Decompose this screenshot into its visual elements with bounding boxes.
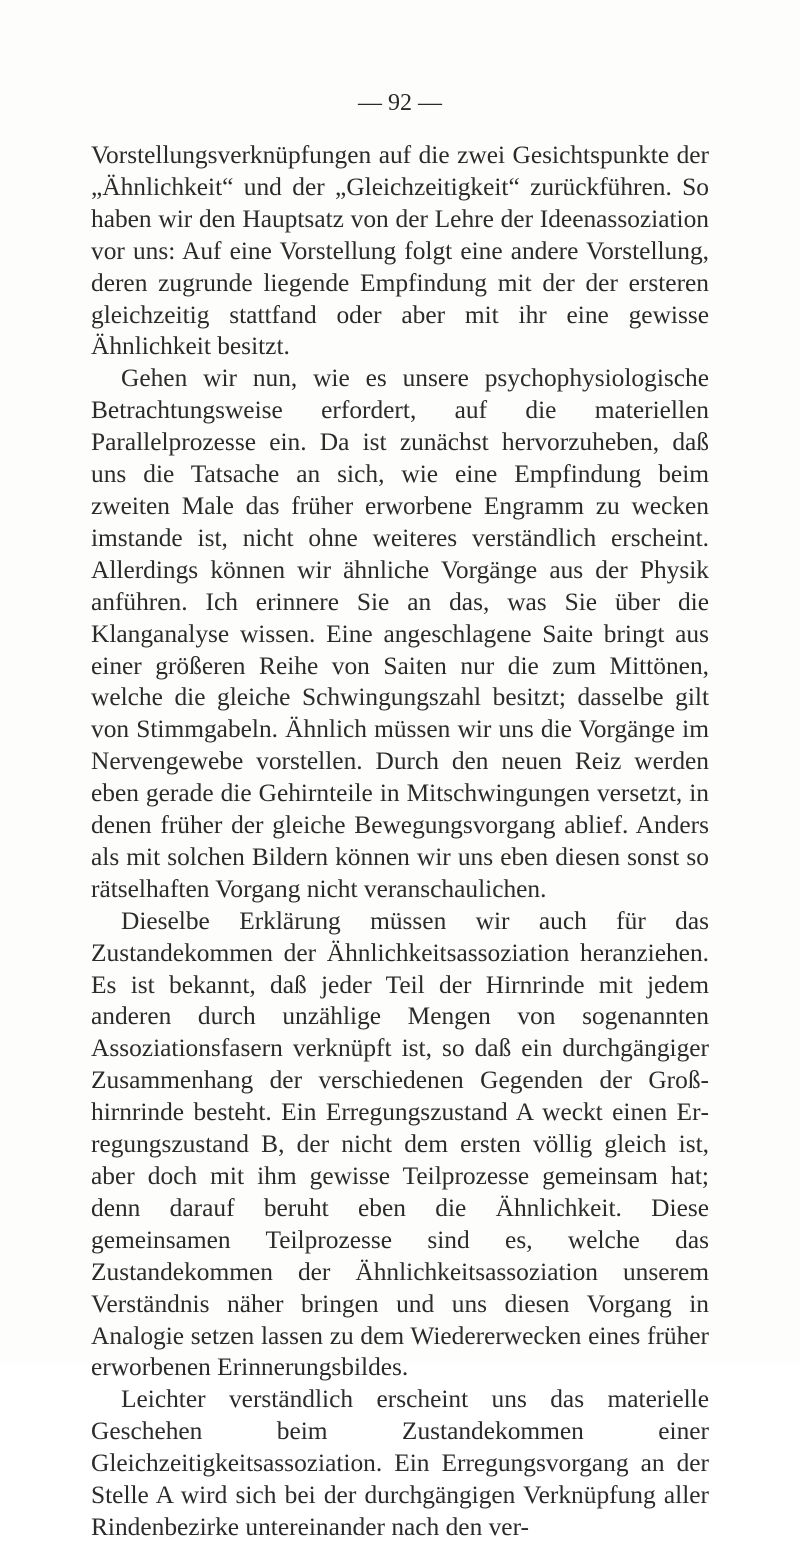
- paragraph: Dieselbe Erklärung müssen wir auch für das Zustandekommen der Ähnlichkeitsassoziation heranziehen. Es ist bekannt, daß jeder Teil der Hirnrinde mit jedem anderen durch unzählige Mengen von sogenannten Assoziationsfasern verknüpft ist, so daß ein durchgängiger Zusammenhang der verschiedenen Gegenden der Großhirnrinde besteht. Ein Erregungszustand A weckt einen Erregungszustand B, der nicht dem ersten völlig gleich ist, aber doch mit ihm gewisse Teilprozesse gemeinsam hat; denn darauf beruht eben die Ähnlichkeit. Diese gemeinsamen Teilprozesse sind es, welche das Zustandekommen der Ähnlichkeitsassoziation unserem Verständnis näher bringen und uns diesen Vorgang in Analogie setzen lassen zu dem Wiedererwecken eines früher erworbenen Erinnerungsbildes.: [91, 906, 709, 1382]
- page-number: — 92 —: [358, 90, 442, 116]
- paragraph: Gehen wir nun, wie es unsere psychophysiologische Betrachtungsweise erfordert, auf die materiellen Parallelprozesse ein. Da ist zunächst hervorzuheben, daß uns die Tatsache an sich, wie eine Empfindung beim zweiten Male das früher erworbene Engramm zu wecken imstande ist, nicht ohne weiteres verständlich erscheint. Allerdings können wir ähnliche Vorgänge aus der Physik anführen. Ich erinnere Sie an das, was Sie über die Klanganalyse wissen. Eine angeschlagene Saite bringt aus einer größeren Reihe von Saiten nur die zum Mittönen, welche die gleiche Schwingungszahl besitzt; dasselbe gilt von Stimmgabeln. Ähnlich müssen wir uns die Vorgänge im Nervengewebe vorstellen. Durch den neuen Reiz werden eben gerade die Gehirnteile in Mitschwingungen versetzt, in denen früher der gleiche Bewegungsvorgang ablief. Anders als mit solchen Bildern können wir uns eben diesen sonst so rätselhaften Vorgang nicht veranschaulichen.: [91, 364, 709, 903]
- paragraph: Vorstellungsverknüpfungen auf die zwei Gesichtspunkte der „Ähnlichkeit“ und der „Gleichzeitigkeit“ zurückführen. So haben wir den Hauptsatz von der Lehre der Ideenassoziation vor uns: Auf eine Vorstellung folgt eine andere Vorstellung, deren zugrunde liegende Empfindung mit der der ersteren gleichzeitig stattfand oder aber mit ihr eine gewisse Ähnlichkeit besitzt.: [91, 141, 709, 361]
- body-text: [91, 140, 709, 1544]
- paragraph: Leichter verständlich erscheint uns das materielle Geschehen beim Zustandekommen einer Gleichzeitigkeitsassoziation. Ein Erregungsvorgang an der Stelle A wird sich bei der durchgängigen Verknüpfung aller Rindenbezirke untereinander nach den ver-: [91, 1385, 709, 1541]
